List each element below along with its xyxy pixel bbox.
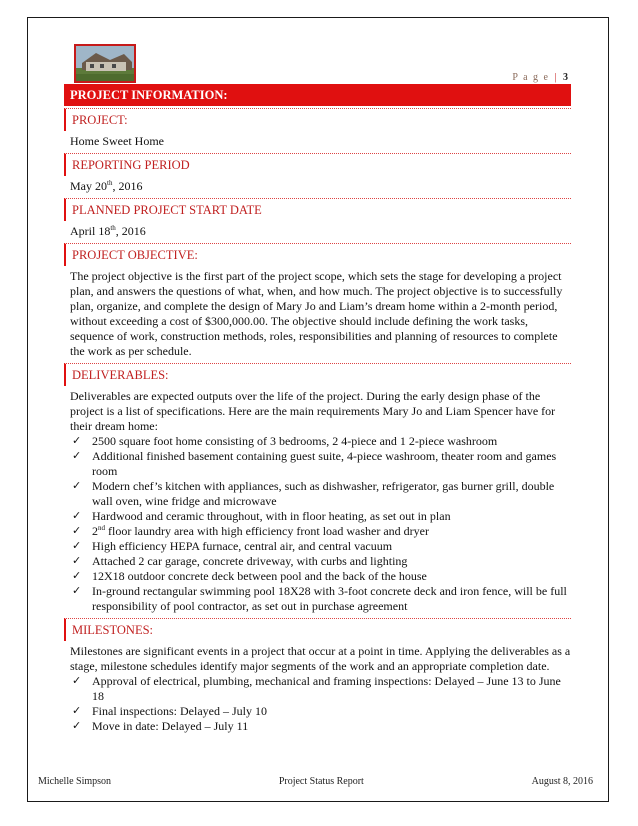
project-information-table (64, 108, 571, 738)
list-item: ✓ 12X18 outdoor concrete deck between pool and the back of the house (72, 569, 427, 583)
start-date-heading: PLANNED PROJECT START DATE (64, 198, 571, 221)
project-information-title: PROJECT INFORMATION: (64, 84, 571, 106)
deliverables-heading: DELIVERABLES: (64, 363, 571, 386)
list-item: ✓ High efficiency HEPA furnace, central air, and central vacuum (72, 539, 393, 553)
checkmark-icon: ✓ (72, 555, 82, 567)
checkmark-icon: ✓ (72, 510, 82, 522)
objective-heading: PROJECT OBJECTIVE: (64, 243, 571, 266)
list-item: ✓ Hardwood and ceramic throughout, with in floor heating, as set out in plan (72, 509, 451, 523)
footer-date: August 8, 2016 (531, 776, 593, 787)
footer-title: Project Status Report (278, 776, 364, 787)
list-item: ✓ In-ground rectangular swimming pool 18X28 with 3-foot concrete deck and iron fence, will be full responsibility of pool contractor, as set out in purchase agreement (72, 584, 567, 613)
list-item: ✓ Additional finished basement containing guest suite, 4-piece washroom, theater room and games room (72, 449, 557, 478)
list-item: ✓ Attached 2 car garage, concrete driveway, with curbs and lighting (72, 554, 408, 568)
list-item: ✓ 2500 square foot home consisting of 3 bedrooms, 2 4-piece and 1 2-piece washroom (72, 434, 498, 448)
deliverables-intro: Deliverables are expected outputs over the life of the project. During the early design phase of the project is a list of specifications. Here are the main requirements Mary Jo and Liam Spencer have for their dream home: (70, 389, 556, 433)
project-value: Home Sweet Home (70, 134, 164, 148)
checkmark-icon: ✓ (72, 720, 82, 732)
checkmark-icon: ✓ (72, 705, 82, 717)
checkmark-icon: ✓ (72, 570, 82, 582)
checkmark-icon: ✓ (72, 435, 82, 447)
list-item: ✓ 2nd floor laundry area with high efficiency front load washer and dryer (72, 524, 429, 538)
list-item: ✓ Approval of electrical, plumbing, mechanical and framing inspections: Delayed – June 13 to June 18 (72, 674, 561, 703)
footer-author: Michelle Simpson (38, 776, 112, 787)
checkmark-icon: ✓ (72, 675, 82, 687)
milestones-list (70, 674, 571, 734)
page-footer (38, 776, 593, 787)
deliverables-body (64, 386, 571, 618)
project-heading: PROJECT: (64, 108, 571, 131)
list-item: ✓ Move in date: Delayed – July 11 (72, 719, 249, 733)
page-label: P a g e (512, 72, 550, 83)
checkmark-icon: ✓ (72, 525, 82, 537)
house-photo-icon (74, 44, 136, 83)
page-number: P a g e | 3 (512, 72, 568, 83)
start-date-value: April 18th, 2016 (70, 224, 146, 238)
checkmark-icon: ✓ (72, 480, 82, 492)
milestones-intro: Milestones are significant events in a project that occur at a point in time. Applying the deliverables as a stage, milestone schedules identify major segments of the work and an appropriate completion date. (70, 644, 571, 673)
list-item: ✓ Modern chef’s kitchen with appliances, such as dishwasher, refrigerator, gas burner grill, double wall oven, wine fridge and microwave (72, 479, 555, 508)
page-number-value: 3 (563, 72, 568, 83)
checkmark-icon: ✓ (72, 540, 82, 552)
checkmark-icon: ✓ (72, 450, 82, 462)
objective-text: The project objective is the first part of the project scope, which sets the stage for developing a project plan, and answers the questions of what, when, and how much. The project objective is to successfully plan, organize, and complete the design of Mary Jo and Liam’s dream home within a 2-month period, without exceeding a cost of $300,000.00. The objective should include defining the work tasks, sequence of work, construction methods, roles, responsibilities and planning of resources to complete the work as per schedule. (70, 269, 563, 358)
deliverables-list (70, 434, 571, 614)
reporting-period-value: May 20th, 2016 (70, 179, 143, 193)
list-item: ✓ Final inspections: Delayed – July 10 (72, 704, 267, 718)
checkmark-icon: ✓ (72, 585, 82, 597)
reporting-period-heading: REPORTING PERIOD (64, 153, 571, 176)
milestones-heading: MILESTONES: (64, 618, 571, 641)
milestones-body (64, 641, 571, 738)
